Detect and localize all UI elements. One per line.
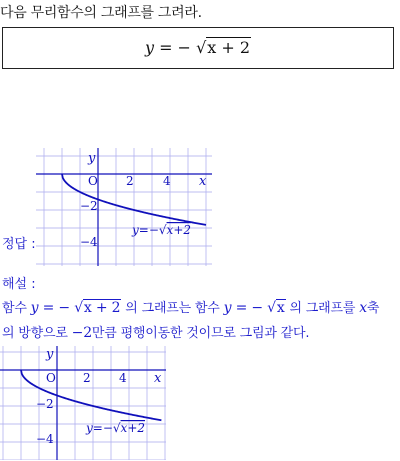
solution-text-b: 의 그래프는 함수 [125, 301, 220, 316]
answer-x-label: x [199, 174, 207, 189]
solution-y-tick-neg2: −2 [36, 397, 54, 411]
equation-box [2, 27, 394, 69]
solution-text-a: 함수 [2, 301, 27, 316]
sqrt-sign: √ [196, 38, 207, 57]
solution-eq-1: y = − √x + 2 [30, 300, 121, 316]
solution-line-1 [2, 297, 379, 316]
answer-origin-label: O [88, 174, 98, 188]
solution-graph-equation: y=−√x+2 [86, 421, 146, 435]
answer-graph [36, 148, 216, 266]
answer-x-tick-4: 4 [163, 174, 171, 188]
solution-origin-label: O [46, 371, 56, 385]
solution-text-f: 만큼 평행이동한 것이므로 그림과 같다. [91, 326, 310, 341]
solution-line-2 [2, 322, 309, 341]
solution-y-label: y [46, 347, 54, 362]
equation-lhs: y = − [144, 38, 191, 57]
problem-equation [3, 38, 393, 57]
answer-graph-equation: y=−√x+2 [132, 223, 192, 237]
equation-radicand: x + 2 [207, 38, 251, 57]
solution-x-label: x [154, 371, 162, 386]
solution-x-tick-2: 2 [83, 371, 91, 385]
solution-text-e: 의 방향으로 [2, 326, 68, 341]
problem-prompt: 다음 무리함수의 그래프를 그려라. [0, 5, 202, 21]
solution-text-c: 의 그래프를 [289, 301, 356, 316]
solution-curve [21, 370, 161, 420]
solution-text-d: 축 [366, 301, 380, 316]
answer-y-label: y [88, 151, 96, 166]
solution-var-x: x [359, 300, 367, 316]
answer-x-tick-2: 2 [126, 174, 134, 188]
answer-y-tick-neg4: −4 [80, 235, 98, 249]
solution-label: 해설 : [2, 277, 36, 292]
answer-label: 정답 : [2, 237, 36, 252]
answer-y-tick-neg2: −2 [80, 199, 98, 213]
solution-y-tick-neg4: −4 [36, 432, 54, 446]
solution-x-tick-4: 4 [119, 371, 127, 385]
solution-eq-2: y = − √x [223, 300, 285, 316]
solution-number: −2 [71, 325, 92, 341]
solution-graph [0, 346, 180, 460]
